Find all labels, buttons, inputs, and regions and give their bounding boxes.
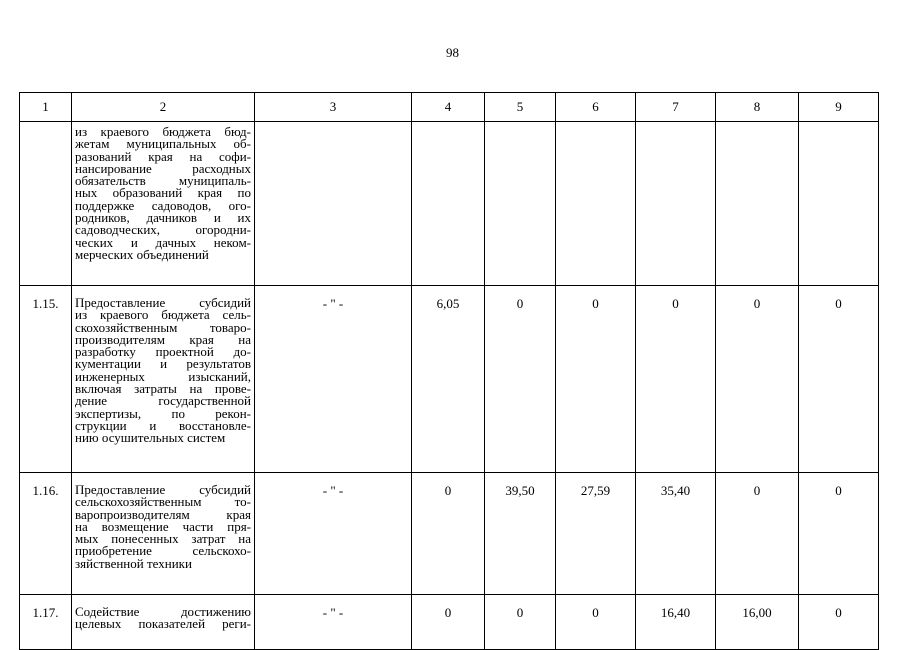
cell-col8: 0 [716,286,799,473]
description-line: жетам муниципальных об- [75,136,251,152]
description-line: зяйственной техники [75,555,192,571]
row-description [72,286,255,473]
description-line: включая затраты на прове- [75,381,251,397]
header-cell-9: 9 [799,93,879,122]
header-cell-1: 1 [20,93,72,122]
description-line: разований края на софи- [75,148,251,164]
description-line: разработку проектной до- [75,344,251,360]
description-line: инженерных изысканий, [75,368,251,384]
table-row [20,286,879,473]
cell-col9: 0 [799,286,879,473]
description-line: приобретение сельскохо- [75,543,251,559]
cell-col4: 0 [412,473,485,595]
cell-col5: 0 [485,595,556,650]
cell-col9: 0 [799,473,879,595]
header-cell-8: 8 [716,93,799,122]
description-line: экспертизы, по рекон- [75,405,251,421]
description-line: кументации и результатов [75,356,251,372]
page-number: 98 [446,45,459,60]
row-description [72,122,255,286]
cell-col4 [412,122,485,286]
cell-col3: - " - [255,286,412,473]
description-line: целевых показателей реги- [75,616,251,632]
header-cell-4: 4 [412,93,485,122]
cell-col3 [255,122,412,286]
description-line: варопроизводителям края [75,506,251,522]
cell-col5: 39,50 [485,473,556,595]
description-line: Содействие достижению [75,604,251,619]
data-table [19,92,879,650]
cell-col8: 0 [716,473,799,595]
description-line: из краевого бюджета сель- [75,307,251,323]
row-number: 1.17. [20,595,72,650]
header-cell-6: 6 [556,93,636,122]
description-line: родников, дачников и их [75,210,251,226]
description-line: Предоставление субсидий [75,295,251,310]
cell-col3: - " - [255,595,412,650]
cell-col6 [556,122,636,286]
cell-col7: 35,40 [636,473,716,595]
cell-col5 [485,122,556,286]
row-number: 1.15. [20,286,72,473]
cell-col8 [716,122,799,286]
row-description [72,473,255,595]
description-line: нию осушительных систем [75,430,226,446]
description-line: дение государственной [75,393,251,409]
cell-col6: 0 [556,286,636,473]
row-description [72,595,255,650]
description-line: на возмещение части пря- [75,518,251,534]
cell-col5: 0 [485,286,556,473]
cell-col9 [799,122,879,286]
table-row [20,473,879,595]
description-line: обязательств муниципаль- [75,173,251,189]
table-row [20,595,879,650]
header-cell-2: 2 [72,93,255,122]
cell-col3: - " - [255,473,412,595]
header-cell-3: 3 [255,93,412,122]
description-line: ных образований края по [75,185,251,201]
description-line: из краевого бюджета бюд- [75,124,251,139]
cell-col6: 27,59 [556,473,636,595]
description-line: струкции и восстановле- [75,417,251,433]
description-line: ческих и дачных неком- [75,234,251,250]
row-number: 1.16. [20,473,72,595]
description-line: сельскохозяйственным то- [75,494,251,510]
header-row [20,93,879,122]
cell-col9: 0 [799,595,879,650]
description-line: скохозяйственным товаро- [75,319,251,335]
description-line: Предоставление субсидий [75,482,251,497]
description-line: производителям края на [75,331,251,347]
description-line: поддержке садоводов, ого- [75,197,251,213]
cell-col8: 16,00 [716,595,799,650]
description-line: мерческих объединений [75,246,209,262]
cell-col7 [636,122,716,286]
header-cell-7: 7 [636,93,716,122]
cell-col4: 0 [412,595,485,650]
row-number [20,122,72,286]
table-row [20,122,879,286]
cell-col6: 0 [556,595,636,650]
cell-col7: 16,40 [636,595,716,650]
description-line: нансирование расходных [75,160,251,176]
cell-col7: 0 [636,286,716,473]
description-line: мых понесенных затрат на [75,531,251,547]
description-line: садоводческих, огородни- [75,222,251,238]
header-cell-5: 5 [485,93,556,122]
cell-col4: 6,05 [412,286,485,473]
